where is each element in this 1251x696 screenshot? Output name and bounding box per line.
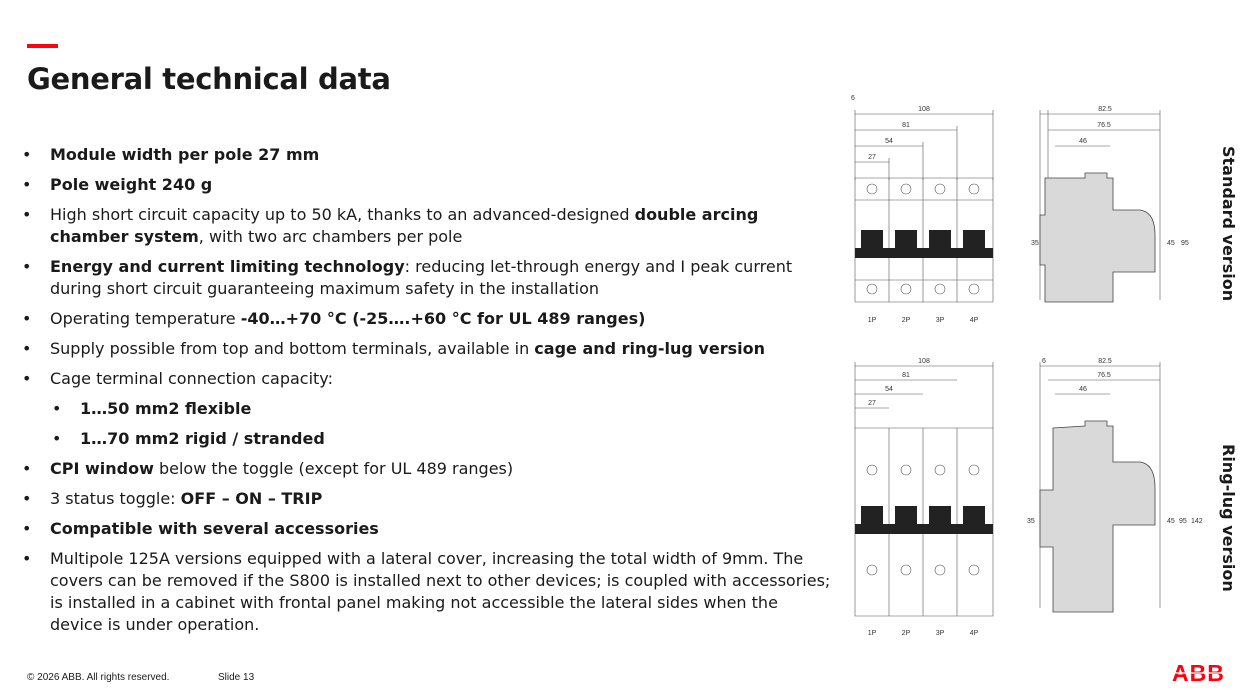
list-item: • High short circuit capacity up to 50 kA, thanks to an advanced-designed double arcing chamber system, with two arc chambers per pole <box>22 204 832 248</box>
svg-text:54: 54 <box>885 138 893 145</box>
svg-text:82.5: 82.5 <box>1098 358 1112 365</box>
footer-copyright: © 2026 ABB. All rights reserved. <box>27 672 170 683</box>
svg-text:27: 27 <box>868 154 876 161</box>
svg-text:108: 108 <box>918 106 930 113</box>
svg-text:1P: 1P <box>867 317 877 324</box>
list-item: • CPI window below the toggle (except for UL 489 ranges) <box>22 458 832 480</box>
svg-text:76.5: 76.5 <box>1097 122 1111 129</box>
svg-text:46: 46 <box>1079 386 1087 393</box>
list-item: • Energy and current limiting technology: reducing let-through energy and I peak current during short circuit guaranteeing maximum safety in the installation <box>22 256 832 300</box>
svg-text:6: 6 <box>851 95 855 102</box>
svg-text:54: 54 <box>885 386 893 393</box>
list-item: • 1…50 mm2 flexible <box>22 398 832 420</box>
footer-slide-number: Slide 13 <box>218 672 255 683</box>
abb-logo <box>1172 660 1227 686</box>
svg-text:95: 95 <box>1179 518 1187 525</box>
page-title: General technical data <box>27 62 391 96</box>
list-item: • Cage terminal connection capacity: <box>22 368 832 390</box>
svg-text:4P: 4P <box>969 630 979 637</box>
svg-text:45: 45 <box>1167 240 1175 247</box>
svg-text:81: 81 <box>902 122 910 129</box>
svg-text:6: 6 <box>1042 358 1046 365</box>
svg-text:35: 35 <box>1031 240 1039 247</box>
list-item: • Compatible with several accessories <box>22 518 832 540</box>
svg-text:108: 108 <box>918 358 930 365</box>
svg-text:35: 35 <box>1027 518 1035 525</box>
svg-text:27: 27 <box>868 400 876 407</box>
svg-text:46: 46 <box>1079 138 1087 145</box>
svg-text:2P: 2P <box>901 630 911 637</box>
list-item: • Operating temperature -40…+70 °C (-25….+60 °C for UL 489 ranges) <box>22 308 832 330</box>
list-item: • Module width per pole 27 mm <box>22 144 832 166</box>
list-item: • Multipole 125A versions equipped with a lateral cover, increasing the total width of 9mm. The covers can be removed if the S800 is installed next to other devices; is coupled with accessories; is installed in a cabinet with frontal panel making not accessible the lateral sides when the device is under operation. <box>22 548 832 636</box>
svg-text:4P: 4P <box>969 317 979 324</box>
list-item: • Supply possible from top and bottom terminals, available in cage and ring-lug version <box>22 338 832 360</box>
list-item: • 3 status toggle: OFF – ON – TRIP <box>22 488 832 510</box>
svg-text:95: 95 <box>1181 240 1189 247</box>
list-item: • Pole weight 240 g <box>22 174 832 196</box>
label-ring-lug-version: Ring-lug version <box>1219 444 1238 592</box>
svg-text:82.5: 82.5 <box>1098 106 1112 113</box>
list-item: • 1…70 mm2 rigid / stranded <box>22 428 832 450</box>
svg-text:3P: 3P <box>935 317 945 324</box>
svg-text:142: 142 <box>1191 518 1203 525</box>
label-standard-version: Standard version <box>1219 146 1238 302</box>
accent-bar <box>27 44 58 48</box>
svg-text:3P: 3P <box>935 630 945 637</box>
svg-text:2P: 2P <box>901 317 911 324</box>
technical-drawings <box>845 95 1215 645</box>
svg-text:1P: 1P <box>867 630 877 637</box>
svg-text:81: 81 <box>902 372 910 379</box>
bullet-list <box>22 144 832 644</box>
svg-text:ABB: ABB <box>1172 660 1225 686</box>
svg-text:45: 45 <box>1167 518 1175 525</box>
svg-text:76.5: 76.5 <box>1097 372 1111 379</box>
